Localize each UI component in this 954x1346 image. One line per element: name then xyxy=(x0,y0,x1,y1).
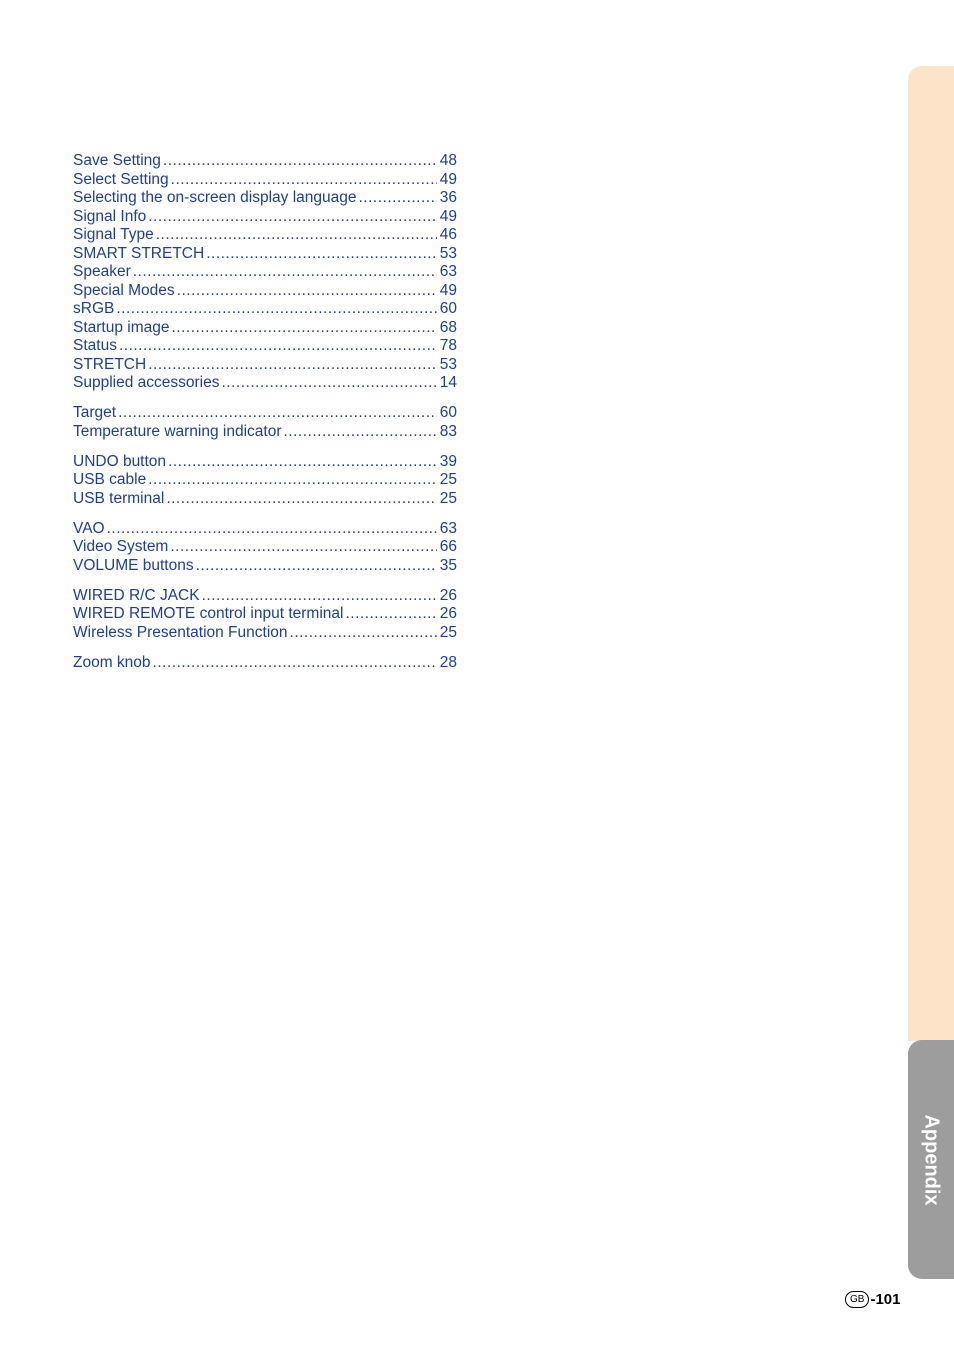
index-entry-page: 48 xyxy=(439,152,457,169)
index-entry[interactable] xyxy=(73,208,457,227)
dot-leader xyxy=(359,189,437,208)
index-entry-term: UNDO button xyxy=(73,452,167,470)
page-number xyxy=(845,1291,900,1308)
index-entry[interactable] xyxy=(73,282,457,301)
index-entry-page: 78 xyxy=(439,337,457,354)
index-entry-term: USB terminal xyxy=(73,489,165,507)
index-entry[interactable] xyxy=(73,356,457,375)
index-entry-term: Save Setting xyxy=(73,152,161,169)
index-group xyxy=(73,520,457,576)
index-entry-term: STRETCH xyxy=(73,355,147,373)
index-entry[interactable] xyxy=(73,471,457,490)
index-entry-page: 49 xyxy=(439,207,457,225)
index-entry-page: 26 xyxy=(439,605,457,622)
region-badge: GB xyxy=(845,1291,869,1308)
index-entry[interactable] xyxy=(73,404,457,423)
index-group xyxy=(73,404,457,441)
index-entry-term: sRGB xyxy=(73,300,115,317)
index-entry[interactable] xyxy=(73,245,457,264)
index-entry-term: Selecting the on-screen display language xyxy=(73,189,357,206)
index-entry[interactable] xyxy=(73,624,457,643)
index-entry-term: Zoom knob xyxy=(73,653,151,671)
dot-leader xyxy=(166,490,436,509)
index-entry-page: 26 xyxy=(439,586,457,604)
index-entry[interactable] xyxy=(73,374,457,393)
index-entry-term: Special Modes xyxy=(73,281,175,299)
index-entry-page: 25 xyxy=(439,623,457,641)
side-tab-upper xyxy=(908,66,954,1041)
index-entry-page: 63 xyxy=(439,263,457,280)
dot-leader xyxy=(290,624,437,643)
index-entry-term: Signal Info xyxy=(73,207,147,225)
index-entry-page: 68 xyxy=(439,318,457,336)
dot-leader xyxy=(133,263,437,282)
dot-leader xyxy=(163,152,437,171)
index-entry[interactable] xyxy=(73,587,457,606)
index-entry-term: SMART STRETCH xyxy=(73,244,205,262)
index-entry[interactable] xyxy=(73,226,457,245)
index-entry-term: USB cable xyxy=(73,471,147,488)
dot-leader xyxy=(206,245,437,264)
index-entry-page: 36 xyxy=(439,189,457,206)
dot-leader xyxy=(171,171,437,190)
index-entry-page: 49 xyxy=(439,281,457,299)
index-entry-page: 14 xyxy=(439,374,457,391)
dot-leader xyxy=(153,654,437,673)
index-entry-term: Status xyxy=(73,337,117,354)
index-entry-page: 25 xyxy=(439,471,457,488)
dot-leader xyxy=(118,404,437,423)
index-entry[interactable] xyxy=(73,189,457,208)
index-entry-page: 46 xyxy=(439,226,457,243)
dot-leader xyxy=(156,226,437,245)
index-list xyxy=(73,152,457,684)
dot-leader xyxy=(345,605,436,624)
dot-leader xyxy=(196,557,437,576)
index-entry-page: 28 xyxy=(439,653,457,671)
dot-leader xyxy=(148,356,437,375)
index-entry[interactable] xyxy=(73,538,457,557)
index-entry[interactable] xyxy=(73,152,457,171)
dot-leader xyxy=(202,587,437,606)
index-entry-term: Temperature warning indicator xyxy=(73,422,282,440)
dot-leader xyxy=(177,282,437,301)
index-entry-page: 63 xyxy=(439,519,457,537)
index-group xyxy=(73,453,457,509)
index-group xyxy=(73,587,457,643)
index-entry-term: Signal Type xyxy=(73,226,154,243)
dot-leader xyxy=(172,319,437,338)
index-entry-term: Startup image xyxy=(73,318,170,336)
index-entry-page: 49 xyxy=(439,170,457,188)
index-entry-term: VAO xyxy=(73,519,105,537)
dot-leader xyxy=(168,453,437,472)
dot-leader xyxy=(119,337,437,356)
dot-leader xyxy=(148,471,437,490)
index-entry-term: Select Setting xyxy=(73,170,169,188)
index-entry-page: 53 xyxy=(439,355,457,373)
index-entry-term: Supplied accessories xyxy=(73,374,220,391)
index-entry-page: 66 xyxy=(439,538,457,555)
index-entry[interactable] xyxy=(73,263,457,282)
index-entry-term: WIRED R/C JACK xyxy=(73,586,200,604)
dot-leader xyxy=(221,374,436,393)
index-entry[interactable] xyxy=(73,319,457,338)
index-entry[interactable] xyxy=(73,300,457,319)
index-entry-page: 25 xyxy=(439,489,457,507)
dot-leader xyxy=(116,300,436,319)
index-entry-page: 60 xyxy=(439,404,457,421)
index-entry[interactable] xyxy=(73,171,457,190)
dot-leader xyxy=(284,423,437,442)
side-tab-label: Appendix xyxy=(920,1114,943,1206)
index-entry-page: 83 xyxy=(439,422,457,440)
index-entry[interactable] xyxy=(73,337,457,356)
index-entry-term: WIRED REMOTE control input terminal xyxy=(73,605,344,622)
index-group xyxy=(73,654,457,673)
dot-leader xyxy=(170,538,436,557)
index-entry[interactable] xyxy=(73,605,457,624)
index-entry[interactable] xyxy=(73,520,457,539)
index-entry-page: 35 xyxy=(439,556,457,574)
index-entry[interactable] xyxy=(73,423,457,442)
index-entry-term: Speaker xyxy=(73,263,131,280)
index-group xyxy=(73,152,457,393)
index-entry-term: Wireless Presentation Function xyxy=(73,623,288,641)
index-entry[interactable] xyxy=(73,654,457,673)
index-entry[interactable] xyxy=(73,557,457,576)
index-entry-term: Target xyxy=(73,404,117,421)
index-entry-page: 60 xyxy=(439,300,457,317)
dot-leader xyxy=(148,208,437,227)
index-entry-page: 39 xyxy=(439,452,457,470)
index-entry-page: 53 xyxy=(439,244,457,262)
index-entry-term: VOLUME buttons xyxy=(73,556,194,574)
index-entry[interactable] xyxy=(73,490,457,509)
page-number-value: -101 xyxy=(870,1291,901,1308)
index-entry-term: Video System xyxy=(73,538,169,555)
index-entry[interactable] xyxy=(73,453,457,472)
dot-leader xyxy=(107,520,437,539)
